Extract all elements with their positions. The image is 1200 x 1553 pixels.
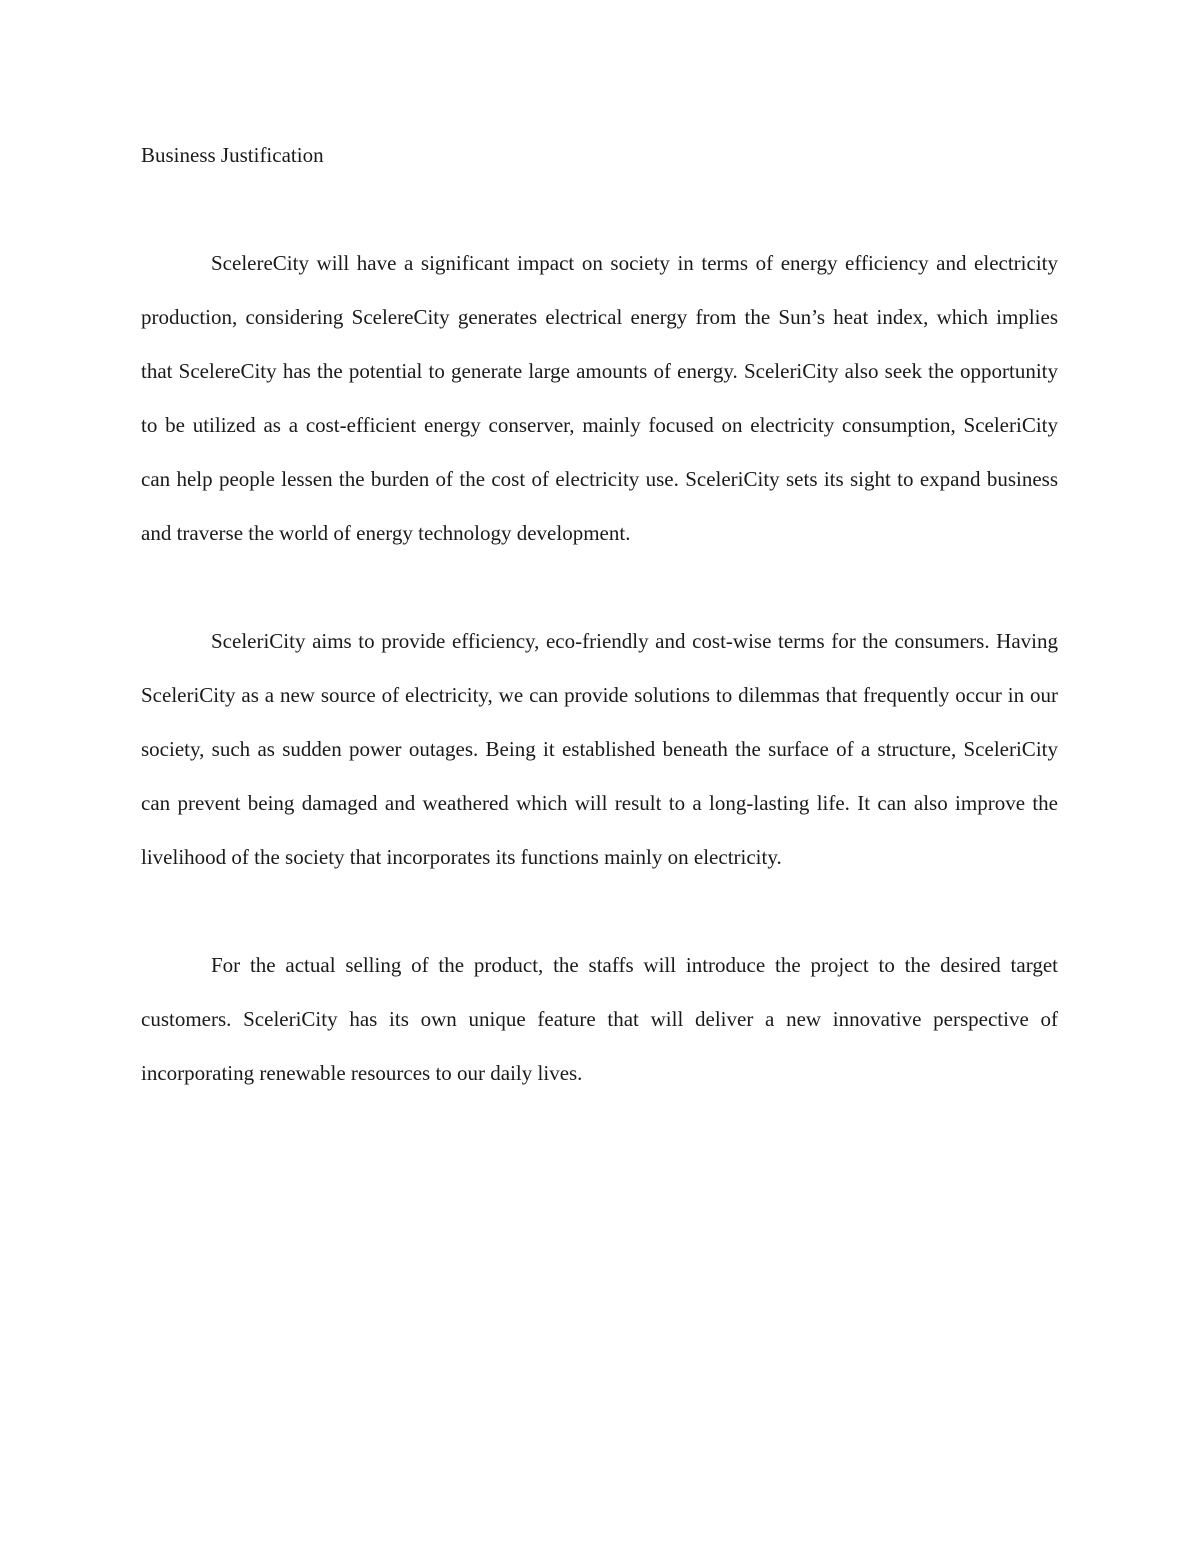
paragraph-2: SceleriCity aims to provide efficiency, eco-friendly and cost-wise terms for the consumers. Having SceleriCity as a new source of electricity, we can provide solutions to dilemmas that frequently occur in our society, such as sudden power outages. Being it established beneath the surface of a structure, SceleriCity can prevent being damaged and weathered which will result to a long-lasting life. It can also improve the livelihood of the society that incorporates its functions mainly on electricity.	[141, 629, 1058, 869]
spacer	[141, 560, 1058, 614]
spacer	[141, 884, 1058, 938]
document-title: Business Justification	[141, 143, 324, 167]
paragraph-1: ScelereCity will have a significant impact on society in terms of energy efficiency and electricity production, considering ScelereCity generates electrical energy from the Sun’s heat index, which implies that ScelereCity has the potential to generate large amounts of energy. SceleriCity also seek the opportunity to be utilized as a cost-efficient energy conserver, mainly focused on electricity consumption, SceleriCity can help people lessen the burden of the cost of electricity use. SceleriCity sets its sight to expand business and traverse the world of energy technology development.	[141, 251, 1058, 545]
document-body	[141, 128, 1058, 1100]
paragraph-3: For the actual selling of the product, the staffs will introduce the project to the desired target customers. SceleriCity has its own unique feature that will deliver a new innovative perspective of incorporating renewable resources to our daily lives.	[141, 953, 1058, 1085]
spacer	[141, 182, 1058, 236]
